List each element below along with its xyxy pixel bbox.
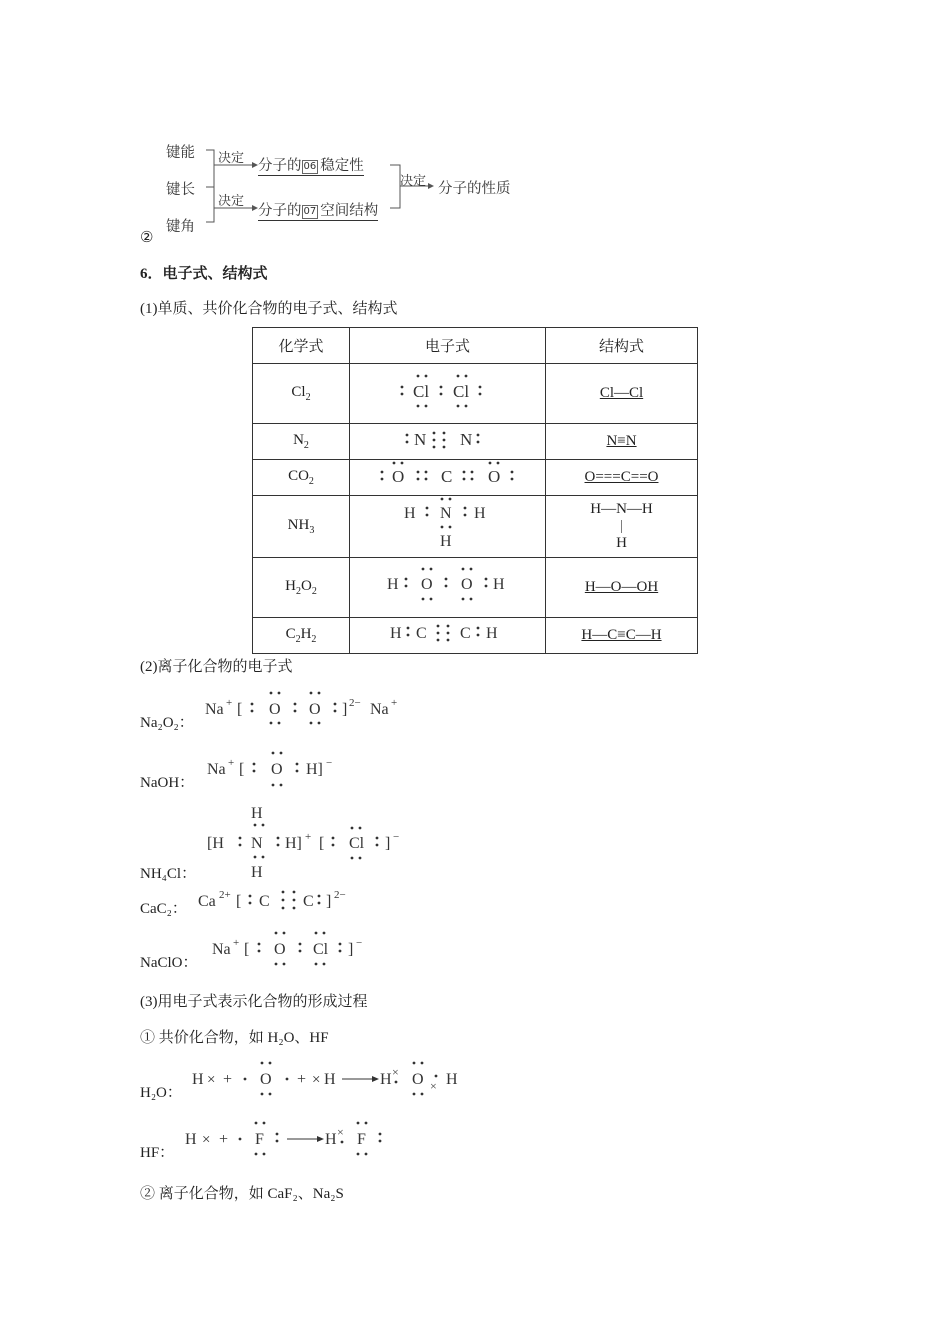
answer-box-07: 07 <box>303 206 317 217</box>
structure-cell <box>546 424 698 460</box>
table-row <box>253 618 698 654</box>
formula-text: Cl <box>291 384 306 400</box>
svg-text:]: ] <box>385 835 391 852</box>
svg-text:]: ] <box>326 893 332 910</box>
svg-text:]: ] <box>342 701 348 718</box>
subheading-2: (2)离子化合物的电子式 <box>140 659 293 675</box>
formula-subscript: 3 <box>309 525 315 536</box>
svg-text:N: N <box>251 835 263 852</box>
h2o-label: H₂O： <box>140 1085 182 1101</box>
svg-text:]: ] <box>348 941 354 958</box>
svg-text:Na: Na <box>207 761 226 778</box>
cl2-electron-diagram <box>393 369 503 413</box>
svg-text:×: × <box>392 1065 399 1079</box>
svg-text:×: × <box>430 1079 437 1093</box>
structure-text: N≡N <box>606 433 637 449</box>
ionic-example-line: ② 离子化合物，如 CaF₂、Na₂S <box>140 1186 344 1202</box>
structure-bond: | <box>619 518 623 534</box>
svg-text:×: × <box>312 1072 321 1088</box>
svg-text:+: + <box>305 831 312 843</box>
svg-text:H: H <box>380 1071 392 1088</box>
formula-cell <box>253 496 350 558</box>
formula-cell <box>253 618 350 654</box>
header-formula: 化学式 <box>253 328 350 364</box>
structure-cell <box>546 618 698 654</box>
formula-cell <box>253 558 350 618</box>
result-text: 稳定性 <box>320 158 364 174</box>
structure-text: O===C==O <box>584 469 659 485</box>
svg-text:H]: H] <box>306 761 323 778</box>
structure-text: H—C≡C—H <box>581 627 662 643</box>
formula-subscript: 2 <box>311 634 317 645</box>
svg-text:H: H <box>251 864 263 881</box>
table-header-row <box>253 328 698 364</box>
hf-label: HF： <box>140 1145 175 1161</box>
svg-text:H: H <box>251 805 263 822</box>
svg-text:O: O <box>274 941 286 958</box>
svg-text:H: H <box>485 625 498 642</box>
svg-text:Na: Na <box>205 701 224 718</box>
svg-text:[: [ <box>237 701 243 718</box>
formula-subscript: 2 <box>295 634 301 645</box>
result-text: 空间结构 <box>320 203 379 219</box>
result-prefix: 分子的 <box>258 203 302 219</box>
svg-text:Na: Na <box>370 701 389 718</box>
svg-text:2+: 2+ <box>219 889 231 901</box>
marker-circle-2: ② <box>140 230 154 246</box>
svg-text:+: + <box>223 1071 233 1088</box>
svg-text:Cl: Cl <box>349 835 365 852</box>
svg-text:C: C <box>415 625 427 642</box>
n2-electron-diagram <box>398 425 498 453</box>
header-structural-formula: 结构式 <box>546 328 698 364</box>
svg-text:C: C <box>440 467 452 486</box>
c2h2-electron-diagram <box>388 618 508 648</box>
svg-text:H: H <box>324 1071 336 1088</box>
decides-label-3: 决定 <box>400 174 427 189</box>
svg-text:[: [ <box>319 835 325 852</box>
subheading-3: (3)用电子式表示化合物的形成过程 <box>140 994 368 1010</box>
svg-text:C: C <box>303 893 314 910</box>
svg-text:N: N <box>413 430 426 449</box>
svg-text:H: H <box>185 1131 197 1148</box>
svg-text:[: [ <box>236 893 242 910</box>
formula-subscript: 2 <box>311 586 317 597</box>
structure-text: H—O—OH <box>584 579 659 595</box>
formula-cell <box>253 460 350 496</box>
svg-text:F: F <box>255 1131 264 1148</box>
svg-text:F: F <box>357 1131 366 1148</box>
electron-formula-cell <box>350 424 546 460</box>
svg-text:H: H <box>389 625 402 642</box>
svg-text:H: H <box>446 1071 458 1088</box>
svg-text:H: H <box>192 1071 204 1088</box>
svg-text:[: [ <box>244 941 250 958</box>
svg-text:−: − <box>393 831 400 843</box>
formula-text: H <box>285 578 296 594</box>
spatial-structure-result <box>258 199 378 221</box>
svg-text:N: N <box>459 430 472 449</box>
header-electron-formula: 电子式 <box>350 328 546 364</box>
bond-energy-label: 键能 <box>166 145 195 161</box>
cac2-label: CaC₂： <box>140 901 187 917</box>
decides-label-2: 决定 <box>218 194 245 209</box>
svg-text:H: H <box>492 576 505 593</box>
svg-text:O: O <box>260 1071 272 1088</box>
formula-subscript: 2 <box>305 392 311 403</box>
svg-text:H: H <box>473 505 486 522</box>
formula-text: H <box>300 626 312 642</box>
answer-box-06: 06 <box>303 161 317 172</box>
stability-result <box>258 154 364 176</box>
co2-electron-diagram <box>378 460 518 490</box>
cac2-electron-diagram <box>196 884 376 918</box>
svg-text:O: O <box>309 701 321 718</box>
table-row <box>253 496 698 558</box>
table-row <box>253 460 698 496</box>
svg-text:N: N <box>439 505 452 522</box>
bond-length-label: 键长 <box>166 182 195 198</box>
naclo-electron-diagram <box>210 928 380 970</box>
structure-cell <box>546 558 698 618</box>
naoh-label: NaOH： <box>140 775 195 791</box>
formula-text: CO <box>288 468 309 484</box>
svg-text:O: O <box>420 576 433 593</box>
nh4cl-electron-diagram <box>205 802 425 882</box>
svg-text:+: + <box>297 1071 307 1088</box>
svg-text:−: − <box>326 757 333 769</box>
formula-text: O <box>301 578 312 594</box>
svg-text:Cl: Cl <box>313 941 329 958</box>
covalent-example-line: ① 共价化合物，如 H₂O、HF <box>140 1030 329 1046</box>
svg-text:O: O <box>269 701 281 718</box>
hf-formation-diagram <box>183 1118 403 1160</box>
svg-text:+: + <box>228 757 235 769</box>
svg-text:C: C <box>259 893 270 910</box>
decides-label-1: 决定 <box>218 151 245 166</box>
structure-cell <box>546 364 698 424</box>
svg-text:O: O <box>391 467 404 486</box>
subheading-1: (1)单质、共价化合物的电子式、结构式 <box>140 301 398 317</box>
svg-text:H]: H] <box>285 835 302 852</box>
svg-text:[H: [H <box>207 835 224 852</box>
svg-text:×: × <box>337 1125 344 1139</box>
nh3-electron-diagram <box>398 496 498 552</box>
svg-text:[: [ <box>239 761 245 778</box>
nh4cl-label: NH₄Cl： <box>140 866 197 882</box>
svg-text:+: + <box>219 1131 229 1148</box>
structure-text: Cl—Cl <box>599 385 644 401</box>
formula-text: N <box>293 432 304 448</box>
svg-text:2−: 2− <box>334 889 346 901</box>
na2o2-electron-diagram <box>203 688 413 728</box>
svg-text:H: H <box>325 1131 337 1148</box>
svg-text:Cl: Cl <box>412 382 429 401</box>
svg-text:×: × <box>202 1132 211 1148</box>
formula-subscript: 2 <box>303 440 309 451</box>
svg-text:O: O <box>460 576 473 593</box>
svg-text:+: + <box>233 937 240 949</box>
structure-bottom: H <box>616 535 627 551</box>
formula-cell <box>253 424 350 460</box>
svg-text:2−: 2− <box>349 697 361 709</box>
table-row <box>253 558 698 618</box>
formula-subscript: 2 <box>296 586 301 597</box>
formula-cell <box>253 364 350 424</box>
molecule-property: 分子的性质 <box>438 181 511 197</box>
naoh-electron-diagram <box>205 748 355 790</box>
svg-text:C: C <box>459 625 471 642</box>
electron-formula-cell <box>350 618 546 654</box>
naclo-label: NaClO： <box>140 955 198 971</box>
na2o2-label: Na₂O₂： <box>140 715 194 731</box>
electron-formula-cell <box>350 460 546 496</box>
h2o2-electron-diagram <box>383 563 513 607</box>
svg-text:+: + <box>391 697 398 709</box>
section-heading: 6．电子式、结构式 <box>140 266 268 282</box>
structure-cell <box>546 496 698 558</box>
svg-text:H: H <box>439 533 452 550</box>
svg-text:Cl: Cl <box>452 382 469 401</box>
formula-subscript: 2 <box>308 476 314 487</box>
svg-text:−: − <box>356 937 363 949</box>
result-prefix: 分子的 <box>258 158 302 174</box>
svg-text:O: O <box>271 761 283 778</box>
svg-text:×: × <box>207 1072 216 1088</box>
svg-text:H: H <box>386 576 399 593</box>
svg-text:Na: Na <box>212 941 231 958</box>
h2o-formation-diagram <box>190 1058 480 1100</box>
electron-formula-cell <box>350 496 546 558</box>
svg-text:H: H <box>403 505 416 522</box>
bond-angle-label: 键角 <box>166 219 195 235</box>
table-row <box>253 364 698 424</box>
table-row <box>253 424 698 460</box>
formula-text: NH <box>287 517 310 533</box>
electron-formula-cell <box>350 558 546 618</box>
svg-text:O: O <box>487 467 500 486</box>
structure-top: H—N—H <box>590 501 653 517</box>
formula-table <box>252 327 698 654</box>
structure-cell <box>546 460 698 496</box>
svg-text:Ca: Ca <box>198 893 216 910</box>
svg-text:+: + <box>226 697 233 709</box>
svg-text:O: O <box>412 1071 424 1088</box>
formula-text: C <box>285 626 296 642</box>
electron-formula-cell <box>350 364 546 424</box>
